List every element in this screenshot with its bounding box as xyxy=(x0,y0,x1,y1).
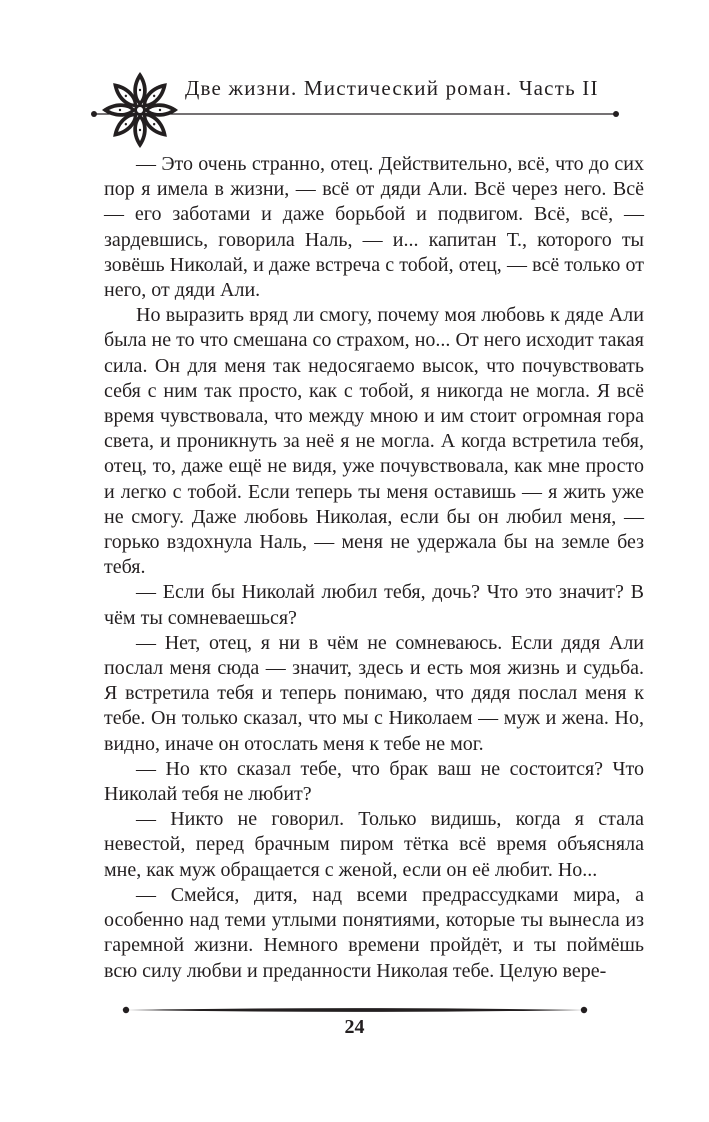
paragraph: — Нет, отец, я ни в чём не сомневаюсь. Если дядя Али послал меня сюда — значит, здесь и есть моя жизнь и судьба. Я встретила тебя и теперь понимаю, что дядя послал меня к тебе. Он только сказал, что мы с Николаем — муж и жена. Но, видно, иначе он отослать меня к тебе не мог. xyxy=(104,631,644,755)
paragraph: — Если бы Николай любил тебя, дочь? Что это значит? В чём ты сомневаешься? xyxy=(104,581,644,629)
paragraph: — Смейся, дитя, над всеми предрассудками мира, а особенно над теми утлыми понятиями, которые ты вынесла из гаремной жизни. Немного времени пройдёт, и ты поймёшь всю силу любви и преданности Николая тебе. Целую вере- xyxy=(104,883,644,982)
paragraph: — Но кто сказал тебе, что брак ваш не состоится? Что Николай тебя не любит? xyxy=(104,757,644,806)
running-title: Две жизни. Мистический роман. Часть II xyxy=(185,76,599,100)
footer-rule xyxy=(120,1004,590,1016)
paragraph: Но выразить вряд ли смогу, почему моя любовь к дяде Али была не то что смешана со страхом, но... От него исходит такая сила. Он для меня так недосягаемо высок, что почувствовать себя с ним так просто, как с тобой, я никогда не могла. Я всё время чувствовала, что между мною и им стоит огромная гора света, и проникнуть за неё я не могла. А когда встретила тебя, отец, то, даже ещё не видя, уже почувствовала, как мне просто и легко с тобой. Если теперь ты меня оставишь — я жить уже не смогу. Даже любовь Николая, если бы он любил меня, — горько вздохнула Наль, — меня не удержала бы на земле без тебя. xyxy=(104,304,644,579)
body-text xyxy=(104,152,644,984)
paragraph: — Никто не говорил. Только видишь, когда я стала невестой, перед брачным пиром тётка всё время объясняла мне, как муж обращается с женой, если он её любит. Но... xyxy=(104,808,644,881)
page-number: 24 xyxy=(344,1016,365,1038)
header-rule xyxy=(90,109,620,119)
paragraph: — Это очень странно, отец. Действительно, всё, что до сих пор я имела в жизни, — всё от дяди Али. Всё через него. Всё — его заботами и даже борьбой и подвигом. Всё, всё, — зардевшись, говорила Наль, — и... капитан Т., которого ты зовёшь Николай, и даже встреча с тобой, отец, — всё только от него, от дяди Али. xyxy=(104,153,644,302)
